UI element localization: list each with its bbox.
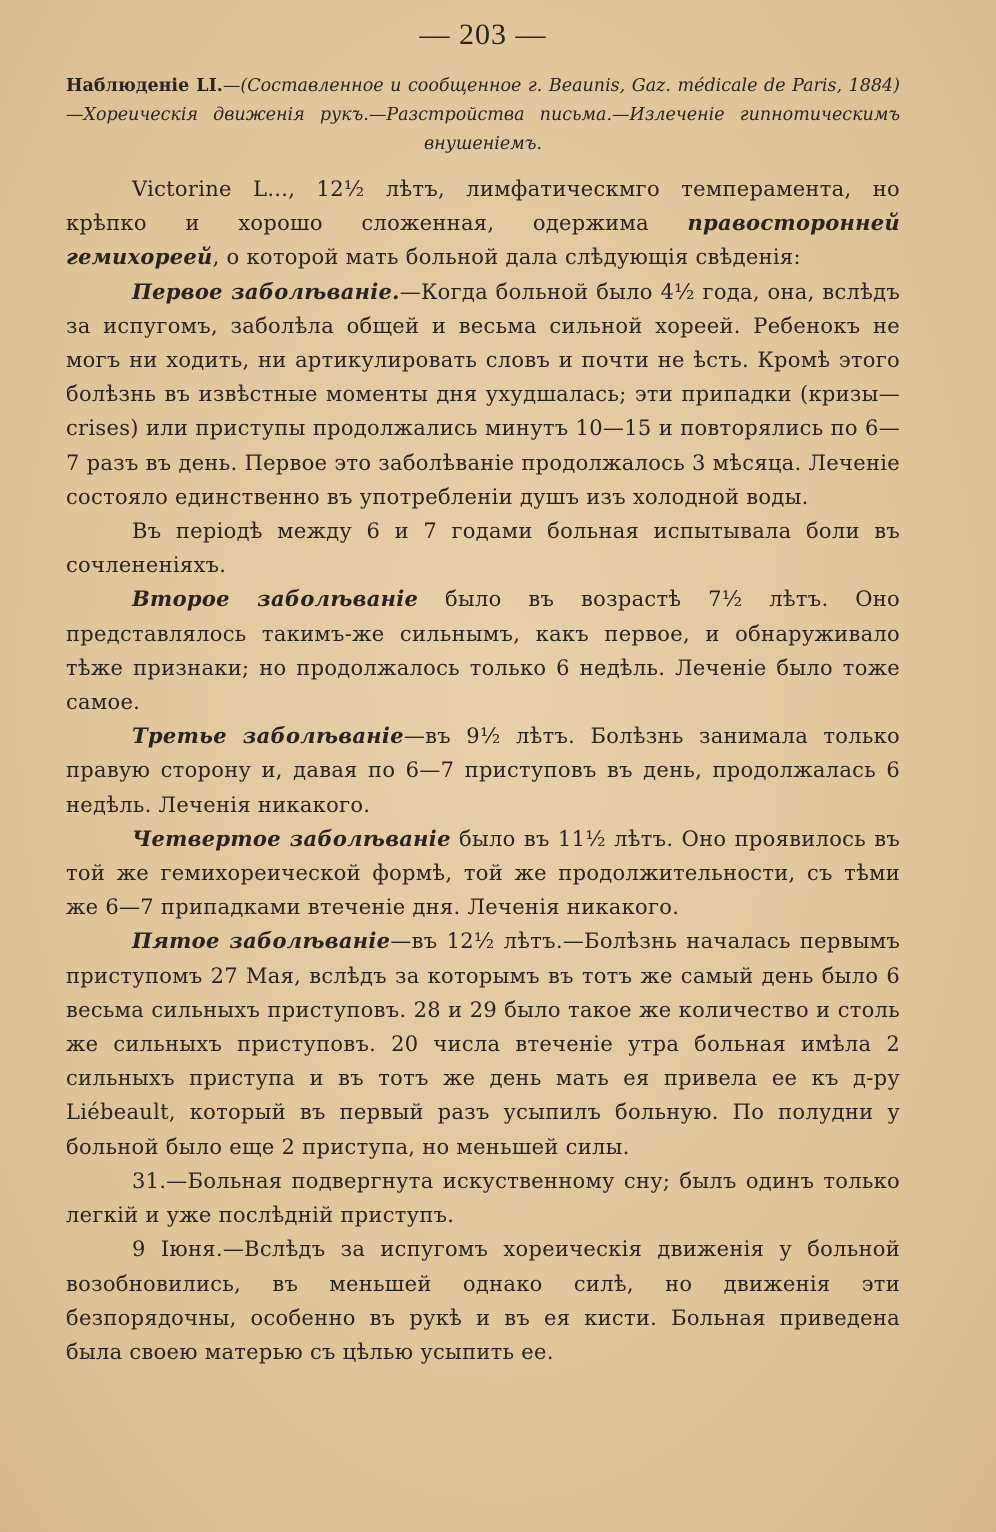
emphasis-phrase: Четвертое заболѣваніе (132, 825, 451, 851)
paragraph-second-episode (66, 582, 900, 719)
paragraph-intro (66, 172, 900, 275)
paragraph-text: —въ 9½ лѣтъ. Болѣзнь занимала только правую сторону и, давая по 6—7 приступовъ въ день, продолжалась 6 недѣль. Леченія никакого. (66, 724, 900, 817)
paragraph-fifth-episode (66, 924, 900, 1163)
emphasis-phrase: Первое заболѣваніе. (132, 278, 400, 304)
paragraph-text: , о которой мать больной дала слѣдующія свѣденія: (212, 245, 801, 270)
emphasis-phrase: Второе заболѣваніе (132, 586, 419, 612)
paragraph-text: было въ возрастѣ 7½ лѣтъ. Оно представлялось такимъ-же сильнымъ, какъ первое, и обнаруживало тѣже признаки; но продолжалось только 6 недѣль. Леченіе было тоже самое. (66, 587, 900, 715)
paragraph-text: 31.—Больная подвергнута искуственному сну; былъ одинъ только легкій и уже послѣдній приступъ. (66, 1168, 900, 1228)
observation-header (66, 72, 900, 159)
paragraph-joint-pain (66, 514, 900, 582)
page-number: — 203 — (419, 18, 547, 51)
emphasis-phrase: Третье заболѣваніе (132, 723, 404, 749)
paragraph-fourth-episode (66, 822, 900, 925)
book-page (66, 18, 900, 1369)
paragraph-day-31 (66, 1164, 900, 1232)
observation-subtitle: —(Составленное и сообщенное г. Beaunis, Gaz. médicale de Paris, 1884)—Хореическія движенія рукъ.—Разстройства письма.—Излеченіе гипнотическимъ внушеніемъ. (66, 76, 900, 154)
paragraph-june-9 (66, 1232, 900, 1369)
paragraph-text: Въ періодѣ между 6 и 7 годами больная испытывала боли въ сочлененіяхъ. (66, 519, 900, 578)
emphasis-phrase: правосторонней гемихореей (66, 210, 900, 270)
emphasis-phrase: Пятое заболѣваніе (132, 928, 391, 954)
paragraph-text: —Когда больной было 4½ года, она, вслѣдъ за испугомъ, заболѣла общей и весьма сильной хореей. Ребенокъ не могъ ни ходить, ни артикулировать словъ и почти не ѣсть. Кромѣ этого болѣзнь въ извѣстные моменты дня ухудшалась; эти припадки (кризы—crises) или приступы продолжались минутъ 10—15 и повторялись по 6—7 разъ въ день. Первое это заболѣваніе продолжалось 3 мѣсяца. Леченіе состояло единственно въ употребленіи душъ изъ холодной воды. (66, 279, 900, 509)
paragraph-first-episode (66, 275, 900, 514)
paragraph-text: 9 Іюня.—Вслѣдъ за испугомъ хореическія движенія у больной возобновились, въ меньшей однако силѣ, но движенія эти безпорядочны, особенно въ рукѣ и въ ея кисти. Больная приведена была своею матерью съ цѣлью усыпить ее. (66, 1237, 900, 1364)
paragraph-text: Victorine L..., 12½ лѣтъ, лимфатическмго темперамента, но крѣпко и хорошо сложенная, одержима (66, 177, 900, 236)
paragraph-text: было въ 11½ лѣтъ. Оно проявилось въ той же гемихореической формѣ, той же продолжительности, съ тѣми же 6—7 припадками втеченіе дня. Леченія никакого. (66, 826, 901, 920)
paragraph-text: —въ 12½ лѣтъ.—Болѣзнь началась первымъ приступомъ 27 Мая, вслѣдъ за которымъ въ тотъ же самый день было 6 весьма сильныхъ приступовъ. 28 и 29 было такое же количество и столь же сильныхъ приступовъ. 20 числа втеченіе утра больная имѣла 2 сильныхъ приступа и въ тотъ же день мать ея привела ее къ д-ру Liébeault, который въ первый разъ усыпилъ больную. По полудни у больной было еще 2 приступа, но меньшей силы. (66, 929, 901, 1159)
paragraph-third-episode (66, 719, 900, 822)
observation-label: Наблюденіе LI. (66, 76, 223, 96)
